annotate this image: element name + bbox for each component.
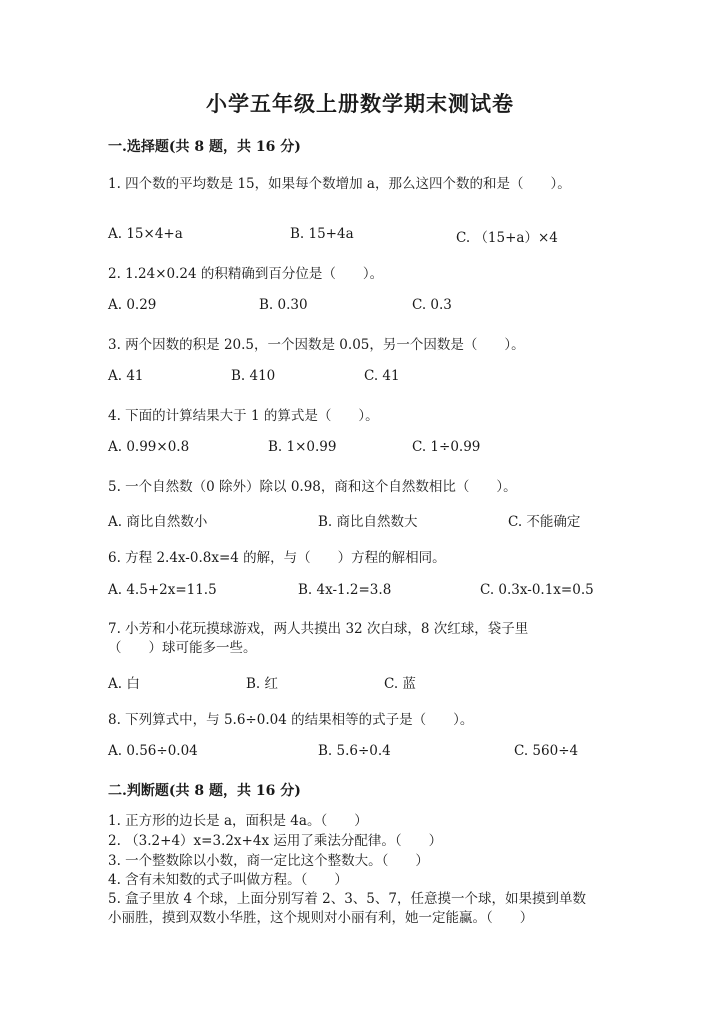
question-8: 8. 下列算式中，与 5.6÷0.04 的结果相等的式子是（ ）。 (108, 712, 474, 728)
judgement-2: 2. （3.2+4）x=3.2x+4x 运用了乘法分配律。（ ） (108, 833, 443, 849)
question-7-continued: （ ）球可能多一些。 (108, 640, 257, 656)
option-5b: B. 商比自然数大 (318, 514, 418, 530)
option-2c: C. 0.3 (412, 297, 452, 313)
judgement-4: 4. 含有未知数的式子叫做方程。（ ） (108, 872, 348, 888)
option-2b: B. 0.30 (259, 297, 308, 313)
question-6: 6. 方程 2.4x-0.8x=4 的解，与（ ）方程的解相同。 (108, 550, 446, 566)
option-4c: C. 1÷0.99 (412, 439, 481, 455)
section-heading-judgement: 二.判断题(共 8 题，共 16 分) (108, 783, 301, 799)
section-heading-choice: 一.选择题(共 8 题，共 16 分) (108, 139, 301, 155)
option-7b: B. 红 (246, 676, 279, 692)
option-7c: C. 蓝 (384, 676, 416, 692)
judgement-1: 1. 正方形的边长是 a，面积是 4a。（ ） (108, 813, 368, 829)
question-3: 3. 两个因数的积是 20.5，一个因数是 0.05，另一个因数是（ ）。 (108, 337, 525, 353)
option-1a: A. 15×4+a (108, 226, 183, 242)
question-1: 1. 四个数的平均数是 15，如果每个数增加 a，那么这四个数的和是（ ）。 (108, 176, 571, 192)
option-8c: C. 560÷4 (514, 743, 579, 759)
judgement-5: 5. 盒子里放 4 个球，上面分别写着 2、3、5、7，任意摸一个球，如果摸到单数 (108, 891, 586, 907)
option-3a: A. 41 (108, 368, 144, 384)
option-8b: B. 5.6÷0.4 (318, 743, 391, 759)
option-3c: C. 41 (364, 368, 400, 384)
option-5a: A. 商比自然数小 (108, 514, 208, 530)
question-4: 4. 下面的计算结果大于 1 的算式是（ ）。 (108, 408, 379, 424)
option-6a: A. 4.5+2x=11.5 (108, 582, 217, 598)
option-5c: C. 不能确定 (508, 514, 581, 530)
judgement-5-continued: 小丽胜，摸到双数小华胜，这个规则对小丽有利，她一定能赢。（ ） (108, 910, 534, 926)
option-3b: B. 410 (231, 368, 276, 384)
option-6c: C. 0.3x-0.1x=0.5 (480, 582, 594, 598)
option-1b: B. 15+4a (290, 226, 354, 242)
option-2a: A. 0.29 (108, 297, 157, 313)
option-6b: B. 4x-1.2=3.8 (298, 582, 392, 598)
question-2: 2. 1.24×0.24 的积精确到百分位是（ ）。 (108, 266, 384, 282)
page-title: 小学五年级上册数学期末测试卷 (206, 91, 514, 116)
question-7: 7. 小芳和小花玩摸球游戏，两人共摸出 32 次白球，8 次红球，袋子里 (108, 621, 529, 637)
judgement-3: 3. 一个整数除以小数，商一定比这个整数大。（ ） (108, 853, 429, 869)
option-4a: A. 0.99×0.8 (108, 439, 190, 455)
option-7a: A. 白 (108, 676, 140, 692)
option-1c: C. （15+a）×4 (456, 230, 558, 246)
option-8a: A. 0.56÷0.04 (108, 743, 198, 759)
question-5: 5. 一个自然数（0 除外）除以 0.98，商和这个自然数相比（ ）。 (108, 479, 517, 495)
option-4b: B. 1×0.99 (268, 439, 337, 455)
